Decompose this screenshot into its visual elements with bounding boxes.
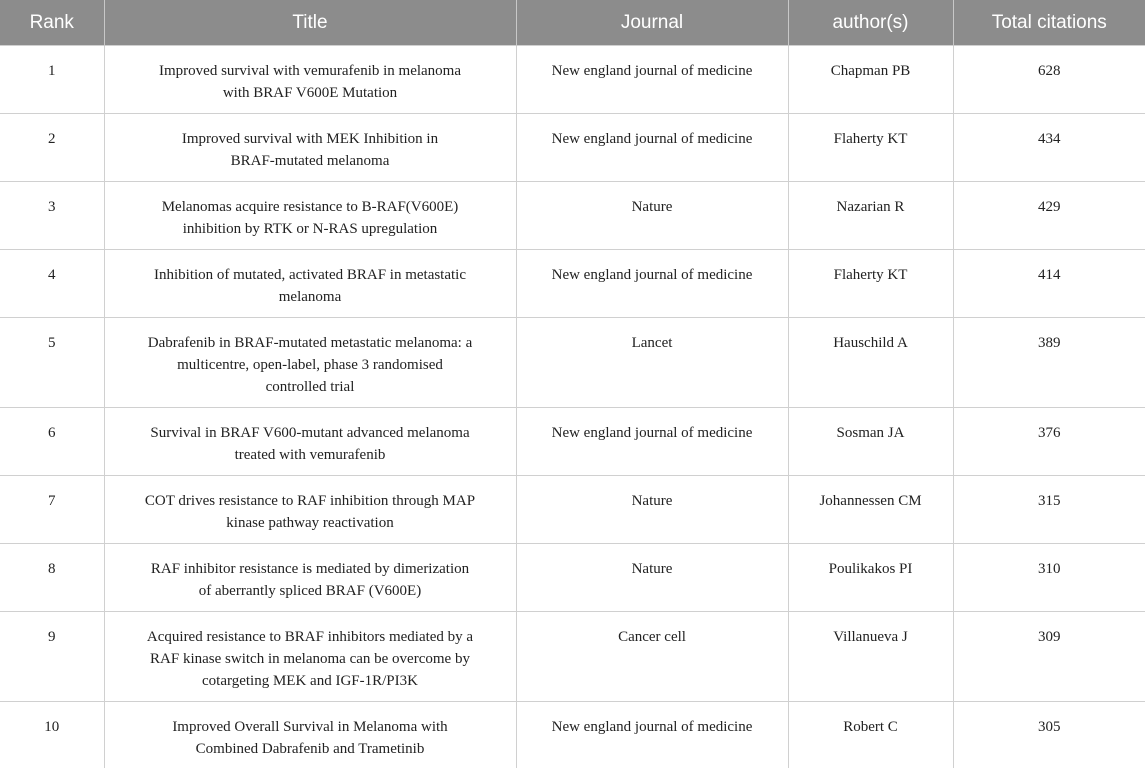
title-cell [104, 476, 516, 544]
title-cell [104, 46, 516, 114]
citations-cell: 376 [953, 408, 1145, 476]
title-line: kinase pathway reactivation [226, 515, 394, 531]
title-cell [104, 544, 516, 612]
title-cell [104, 702, 516, 768]
journal-cell: Lancet [516, 318, 788, 408]
title-line: Improved survival with MEK Inhibition in [181, 131, 439, 147]
author-cell: Flaherty KT [788, 250, 953, 318]
title-line: RAF kinase switch in melanoma can be overcome by [150, 651, 470, 667]
header-total-citations: Total citations [953, 0, 1145, 46]
table-header [0, 0, 1145, 46]
citations-cell: 315 [953, 476, 1145, 544]
rank-cell: 4 [0, 250, 104, 318]
journal-cell: Nature [516, 476, 788, 544]
table-row [0, 476, 1145, 544]
title-line: Survival in BRAF V600-mutant advanced melanoma [150, 425, 470, 441]
title-cell [104, 182, 516, 250]
header-authors: author(s) [788, 0, 953, 46]
citations-cell: 414 [953, 250, 1145, 318]
author-cell: Robert C [788, 702, 953, 768]
journal-cell: Nature [516, 544, 788, 612]
author-cell: Villanueva J [788, 612, 953, 702]
title-line: Inhibition of mutated, activated BRAF in metastatic [153, 267, 467, 283]
table-row [0, 544, 1145, 612]
journal-cell: Nature [516, 182, 788, 250]
header-title: Title [104, 0, 516, 46]
title-line: Dabrafenib in BRAF-mutated metastatic melanoma: a [147, 335, 473, 351]
title-line: Improved Overall Survival in Melanoma with [172, 719, 448, 735]
header-journal: Journal [516, 0, 788, 46]
title-line: multicentre, open-label, phase 3 randomised [177, 357, 443, 373]
rank-cell: 7 [0, 476, 104, 544]
author-cell: Hauschild A [788, 318, 953, 408]
title-line: Acquired resistance to BRAF inhibitors mediated by a [146, 629, 474, 645]
title-line: controlled trial [265, 379, 355, 395]
author-cell: Nazarian R [788, 182, 953, 250]
table-row [0, 114, 1145, 182]
title-line: of aberrantly spliced BRAF (V600E) [198, 583, 422, 599]
title-line: COT drives resistance to RAF inhibition through MAP [144, 493, 476, 509]
title-line: RAF inhibitor resistance is mediated by dimerization [150, 561, 470, 577]
rank-cell: 5 [0, 318, 104, 408]
table-row [0, 182, 1145, 250]
rank-cell: 1 [0, 46, 104, 114]
rank-cell: 6 [0, 408, 104, 476]
rank-cell: 2 [0, 114, 104, 182]
title-cell [104, 318, 516, 408]
author-cell: Poulikakos PI [788, 544, 953, 612]
table-row [0, 612, 1145, 702]
journal-cell: New england journal of medicine [516, 46, 788, 114]
citations-cell: 309 [953, 612, 1145, 702]
rank-cell: 10 [0, 702, 104, 768]
author-cell: Johannessen CM [788, 476, 953, 544]
citations-cell: 305 [953, 702, 1145, 768]
table-row [0, 46, 1145, 114]
rank-cell: 9 [0, 612, 104, 702]
citations-cell: 429 [953, 182, 1145, 250]
header-rank: Rank [0, 0, 104, 46]
title-line: melanoma [278, 289, 342, 305]
citations-cell: 434 [953, 114, 1145, 182]
citations-cell: 389 [953, 318, 1145, 408]
title-line: with BRAF V600E Mutation [222, 85, 398, 101]
table-row [0, 318, 1145, 408]
title-cell [104, 114, 516, 182]
title-line: BRAF-mutated melanoma [230, 153, 390, 169]
title-line: Combined Dabrafenib and Trametinib [195, 741, 425, 757]
author-cell: Flaherty KT [788, 114, 953, 182]
journal-cell: New england journal of medicine [516, 702, 788, 768]
journal-cell: New england journal of medicine [516, 250, 788, 318]
author-cell: Chapman PB [788, 46, 953, 114]
author-cell: Sosman JA [788, 408, 953, 476]
table-body [0, 46, 1145, 768]
journal-cell: New england journal of medicine [516, 114, 788, 182]
citations-cell: 628 [953, 46, 1145, 114]
table-row [0, 408, 1145, 476]
title-line: Improved survival with vemurafenib in melanoma [159, 63, 461, 79]
journal-cell: New england journal of medicine [516, 408, 788, 476]
title-line: treated with vemurafenib [234, 447, 386, 463]
journal-cell: Cancer cell [516, 612, 788, 702]
citations-cell: 310 [953, 544, 1145, 612]
table-row [0, 702, 1145, 768]
rank-cell: 8 [0, 544, 104, 612]
title-line: inhibition by RTK or N-RAS upregulation [182, 221, 438, 237]
title-cell [104, 250, 516, 318]
title-line: cotargeting MEK and IGF-1R/PI3K [202, 673, 418, 689]
title-cell [104, 612, 516, 702]
title-cell [104, 408, 516, 476]
title-line: Melanomas acquire resistance to B-RAF(V600E) [161, 199, 459, 215]
rank-cell: 3 [0, 182, 104, 250]
table-row [0, 250, 1145, 318]
header-row [0, 0, 1145, 46]
